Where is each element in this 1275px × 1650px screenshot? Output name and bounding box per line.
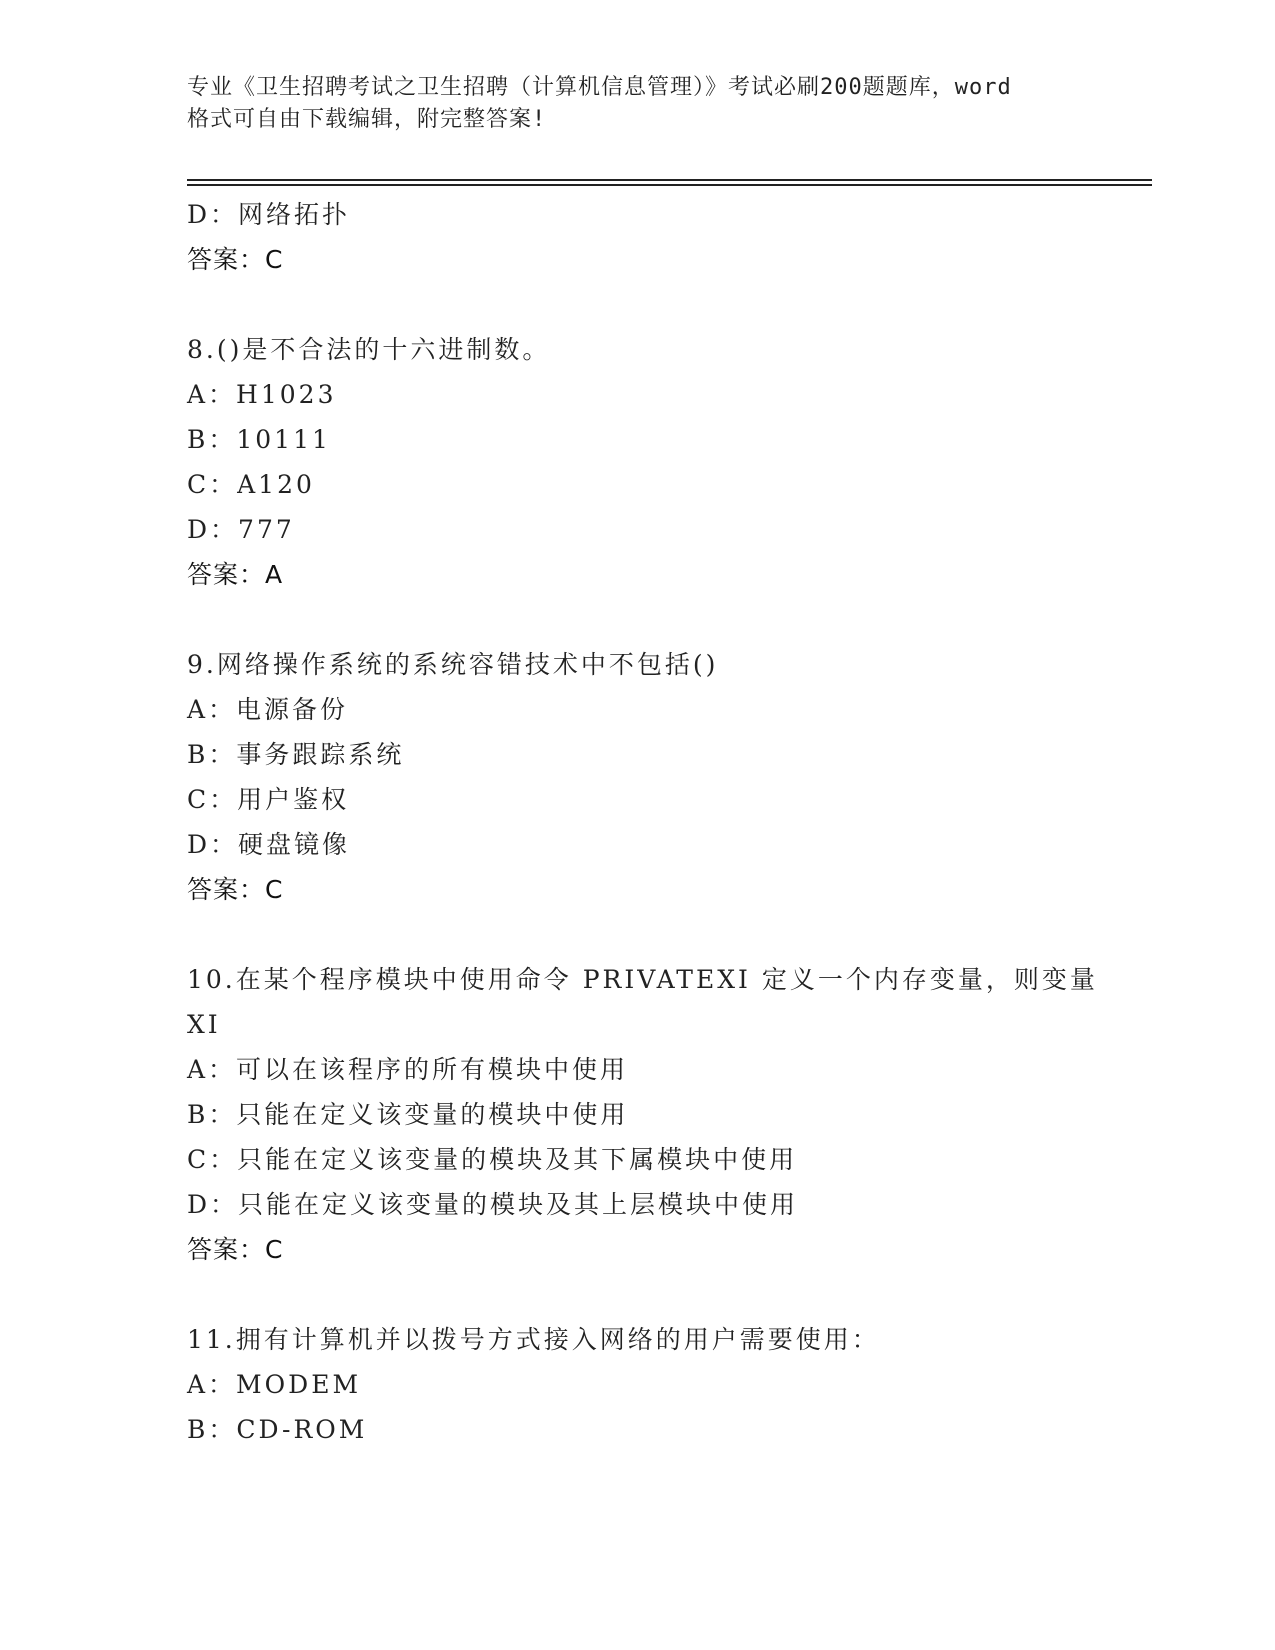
question-fragment	[187, 192, 1147, 282]
option-c: C：用户鉴权	[187, 785, 350, 814]
header-title-line-2: 格式可自由下载编辑，附完整答案!	[187, 107, 547, 132]
question-stem: 11.拥有计算机并以拨号方式接入网络的用户需要使用：	[187, 1325, 880, 1354]
answer-line: 答案：C	[187, 1235, 284, 1264]
option-c: C：A120	[187, 470, 315, 499]
answer-line: 答案：C	[187, 245, 284, 274]
option-a: A：H1023	[187, 380, 337, 409]
question-stem-line-2: XI	[187, 1010, 221, 1039]
option-b: B：只能在定义该变量的模块中使用	[187, 1100, 629, 1129]
question-8	[187, 327, 1147, 597]
option-b: B：10111	[187, 425, 331, 454]
option-a: A：MODEM	[187, 1370, 362, 1399]
option-a: A：可以在该程序的所有模块中使用	[187, 1055, 629, 1084]
question-9	[187, 642, 1147, 912]
header-divider-top	[187, 179, 1152, 181]
option-b: B：事务跟踪系统	[187, 740, 405, 769]
answer-line: 答案：C	[187, 875, 284, 904]
option-d: D：硬盘镜像	[187, 830, 351, 859]
option-d: D：只能在定义该变量的模块及其上层模块中使用	[187, 1190, 799, 1219]
option-d: D：777	[187, 515, 295, 544]
question-11	[187, 1317, 1147, 1452]
option-c: C：只能在定义该变量的模块及其下属模块中使用	[187, 1145, 798, 1174]
header-title-line-1: 专业《卫生招聘考试之卫生招聘（计算机信息管理）》考试必刷200题题库，word	[187, 75, 1012, 100]
option-b: B：CD-ROM	[187, 1415, 368, 1444]
question-10	[187, 957, 1147, 1272]
answer-line: 答案：A	[187, 560, 284, 589]
question-stem: 9.网络操作系统的系统容错技术中不包括()	[187, 650, 719, 679]
spacer	[187, 912, 1147, 957]
option-a: A：电源备份	[187, 695, 349, 724]
document-header	[187, 72, 1087, 136]
spacer	[187, 597, 1147, 642]
question-list	[187, 192, 1147, 1452]
spacer	[187, 282, 1147, 327]
option-d: D：网络拓扑	[187, 200, 351, 229]
question-stem: 8.()是不合法的十六进制数。	[187, 335, 551, 364]
question-stem-line-1: 10.在某个程序模块中使用命令 PRIVATEXI 定义一个内存变量，则变量	[187, 965, 1098, 994]
spacer	[187, 1272, 1147, 1317]
header-divider-bottom	[187, 184, 1152, 186]
